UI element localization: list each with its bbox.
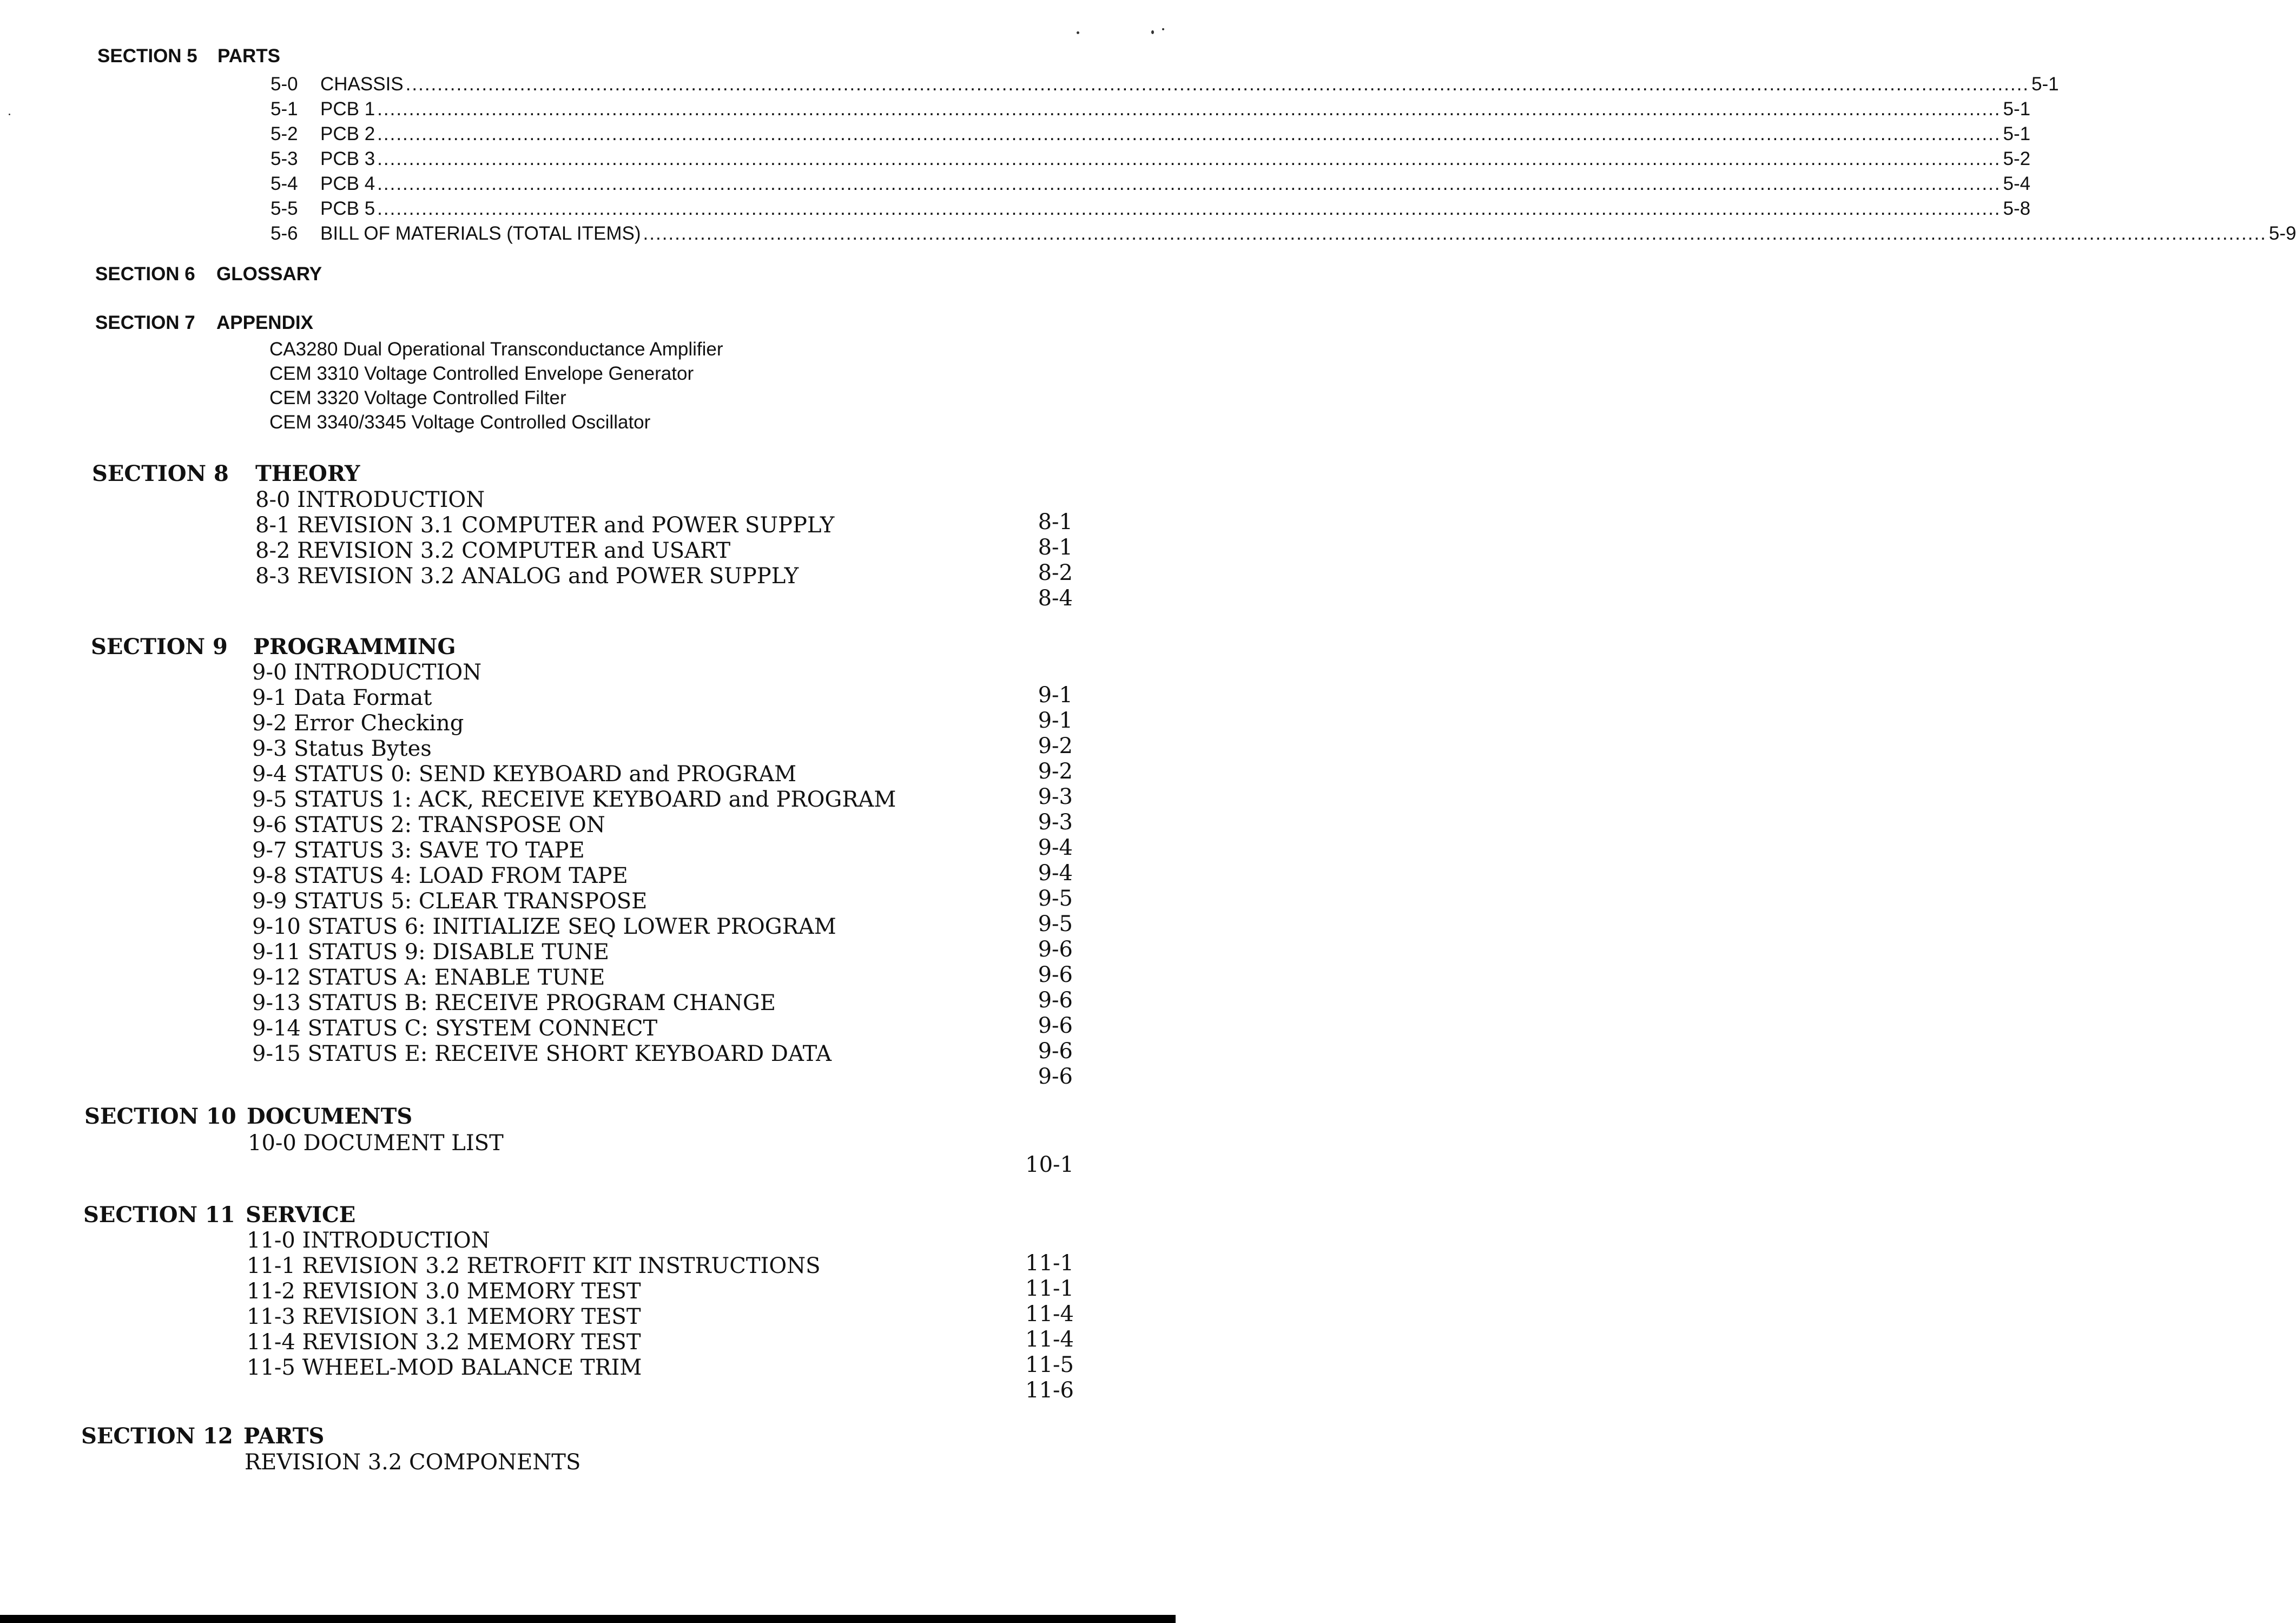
page-number: 9-3 (1038, 784, 1073, 809)
section-title: APPENDIX (216, 312, 313, 333)
section-12-heading (81, 1423, 324, 1449)
scan-speck (1077, 31, 1079, 34)
section-10-heading (84, 1104, 412, 1129)
toc-entry (270, 223, 2296, 245)
page-number: 9-5 (1038, 886, 1073, 911)
entry-label: PCB 2 (320, 123, 375, 144)
toc-entry: 10-0 DOCUMENT LIST (248, 1131, 504, 1156)
entry-number: 5-0 (270, 74, 298, 95)
toc-entry (270, 98, 2031, 120)
toc-entry: 9-10 STATUS 6: INITIALIZE SEQ LOWER PROGRAM (252, 914, 836, 939)
toc-entry: 11-0 INTRODUCTION (247, 1228, 490, 1253)
entry-label: PCB 4 (320, 173, 375, 194)
page-number: 9-1 (1038, 708, 1073, 733)
toc-entry: 11-4 REVISION 3.2 MEMORY TEST (247, 1330, 641, 1355)
scan-speck (9, 114, 10, 115)
entry-number: 5-6 (270, 223, 298, 244)
section-title: SERVICE (246, 1202, 356, 1228)
page-number: 5-1 (2003, 98, 2031, 120)
page-number: 9-6 (1038, 1039, 1073, 1064)
toc-entry: 8-2 REVISION 3.2 COMPUTER and USART (255, 538, 731, 563)
page-number: 9-5 (1038, 912, 1073, 936)
toc-entry: 9-14 STATUS C: SYSTEM CONNECT (252, 1016, 658, 1041)
toc-entry: 9-12 STATUS A: ENABLE TUNE (252, 965, 605, 990)
section-title: PARTS (217, 45, 281, 67)
entry-label: PCB 1 (320, 98, 375, 120)
section-number: SECTION 12 (81, 1423, 233, 1449)
toc-entry: 11-3 REVISION 3.1 MEMORY TEST (247, 1304, 641, 1329)
toc-entry (270, 148, 2031, 170)
toc-entry: 9-11 STATUS 9: DISABLE TUNE (252, 940, 609, 965)
toc-entry: 11-2 REVISION 3.0 MEMORY TEST (247, 1279, 641, 1304)
toc-entry: 9-4 STATUS 0: SEND KEYBOARD and PROGRAM (252, 762, 797, 787)
page-number: 8-4 (1038, 586, 1073, 611)
toc-entry: 9-15 STATUS E: RECEIVE SHORT KEYBOARD DATA (252, 1041, 832, 1066)
section-title: THEORY (255, 461, 360, 486)
page-number: 11-1 (1025, 1251, 1074, 1276)
toc-entry: 9-5 STATUS 1: ACK, RECEIVE KEYBOARD and PROGRAM (252, 787, 896, 812)
section-title: PARTS (243, 1423, 325, 1449)
page-number: 9-6 (1038, 1064, 1073, 1089)
dot-leader: ................................................................................................................................................................................................................................................................ (643, 223, 2267, 244)
dot-leader: ................................................................................................................................................................................................................................................................ (377, 98, 2001, 120)
page-number: 9-6 (1038, 937, 1073, 962)
section-7-heading (95, 312, 313, 334)
section-number: SECTION 6 (95, 263, 195, 285)
section-number: SECTION 10 (84, 1104, 236, 1129)
toc-entry: 9-1 Data Format (252, 685, 432, 710)
entry-number: 5-3 (270, 148, 298, 169)
section-8-heading (92, 461, 360, 486)
section-title: PROGRAMMING (253, 634, 456, 659)
toc-entry: 8-3 REVISION 3.2 ANALOG and POWER SUPPLY (255, 564, 799, 589)
page-number: 11-6 (1025, 1378, 1074, 1403)
dot-leader: ................................................................................................................................................................................................................................................................ (377, 173, 2001, 194)
dot-leader: ................................................................................................................................................................................................................................................................ (377, 123, 2001, 144)
toc-entry: CA3280 Dual Operational Transconductance Amplifier (269, 339, 723, 360)
toc-entry: 9-3 Status Bytes (252, 736, 432, 761)
toc-entry: CEM 3340/3345 Voltage Controlled Oscillator (269, 412, 651, 433)
section-11-heading (83, 1202, 355, 1228)
page-number: 5-1 (2031, 74, 2059, 95)
entry-label: BILL OF MATERIALS (TOTAL ITEMS) (320, 223, 641, 244)
page-number: 9-3 (1038, 810, 1073, 835)
toc-entry: 9-0 INTRODUCTION (252, 660, 482, 685)
page-number: 11-5 (1025, 1352, 1074, 1377)
entry-label: CHASSIS (320, 74, 404, 95)
page-number: 8-1 (1038, 535, 1073, 560)
page-number: 5-2 (2003, 148, 2031, 169)
page-number: 9-1 (1038, 683, 1073, 708)
toc-entry: 8-1 REVISION 3.1 COMPUTER and POWER SUPPLY (255, 513, 835, 538)
section-number: SECTION 5 (97, 45, 197, 67)
page-number: 5-4 (2003, 173, 2031, 194)
toc-entry: CEM 3320 Voltage Controlled Filter (269, 387, 566, 408)
section-9-heading (91, 634, 456, 659)
toc-entry: 11-1 REVISION 3.2 RETROFIT KIT INSTRUCTIONS (247, 1253, 821, 1278)
section-5-heading (97, 45, 280, 67)
entry-number: 5-5 (270, 198, 298, 219)
scan-speck (1151, 30, 1154, 34)
page-number: 9-6 (1038, 962, 1073, 987)
toc-entry: CEM 3310 Voltage Controlled Envelope Generator (269, 363, 694, 384)
entry-number: 5-2 (270, 123, 298, 144)
page-number: 5-1 (2003, 123, 2031, 144)
scan-speck (1162, 28, 1164, 30)
section-number: SECTION 9 (91, 634, 228, 659)
page-number: 10-1 (1025, 1152, 1074, 1177)
toc-entry: REVISION 3.2 COMPONENTS (245, 1450, 581, 1475)
entry-number: 5-4 (270, 173, 298, 194)
page-number: 11-4 (1025, 1302, 1074, 1327)
toc-entry: 9-2 Error Checking (252, 711, 464, 736)
page-number: 9-2 (1038, 734, 1073, 758)
page-number: 9-4 (1038, 835, 1073, 860)
toc-entry: 9-7 STATUS 3: SAVE TO TAPE (252, 838, 585, 863)
toc-entry (270, 198, 2031, 220)
dot-leader: ................................................................................................................................................................................................................................................................ (405, 74, 2030, 95)
toc-entry: 8-0 INTRODUCTION (255, 487, 485, 512)
section-number: SECTION 11 (83, 1202, 235, 1228)
entry-label: PCB 3 (320, 148, 375, 169)
page-number: 11-1 (1025, 1276, 1074, 1301)
toc-entry: 9-13 STATUS B: RECEIVE PROGRAM CHANGE (252, 991, 776, 1015)
entry-label: PCB 5 (320, 198, 375, 219)
page-number: 8-2 (1038, 560, 1073, 585)
page-number: 9-6 (1038, 988, 1073, 1013)
scan-edge-bar (0, 1615, 1176, 1623)
section-title: GLOSSARY (216, 263, 322, 285)
section-6-heading (95, 263, 322, 285)
page-number: 9-2 (1038, 759, 1073, 784)
page-number: 11-4 (1025, 1327, 1074, 1352)
toc-entry: 9-6 STATUS 2: TRANSPOSE ON (252, 813, 605, 837)
page-number: 9-4 (1038, 861, 1073, 886)
toc-entry (270, 74, 2059, 95)
dot-leader: ................................................................................................................................................................................................................................................................ (377, 198, 2001, 219)
entry-number: 5-1 (270, 98, 298, 120)
page-number: 9-6 (1038, 1013, 1073, 1038)
toc-entry: 9-9 STATUS 5: CLEAR TRANSPOSE (252, 889, 648, 914)
page-number: 5-9 (2268, 223, 2296, 244)
dot-leader: ................................................................................................................................................................................................................................................................ (377, 148, 2001, 169)
toc-entry: 9-8 STATUS 4: LOAD FROM TAPE (252, 863, 628, 888)
page-number: 8-1 (1038, 510, 1073, 535)
toc-entry (270, 123, 2031, 145)
section-number: SECTION 8 (92, 461, 229, 486)
toc-entry: 11-5 WHEEL-MOD BALANCE TRIM (247, 1355, 642, 1380)
section-title: DOCUMENTS (247, 1104, 413, 1129)
section-number: SECTION 7 (95, 312, 195, 333)
page-number: 5-8 (2003, 198, 2031, 219)
toc-entry (270, 173, 2031, 195)
